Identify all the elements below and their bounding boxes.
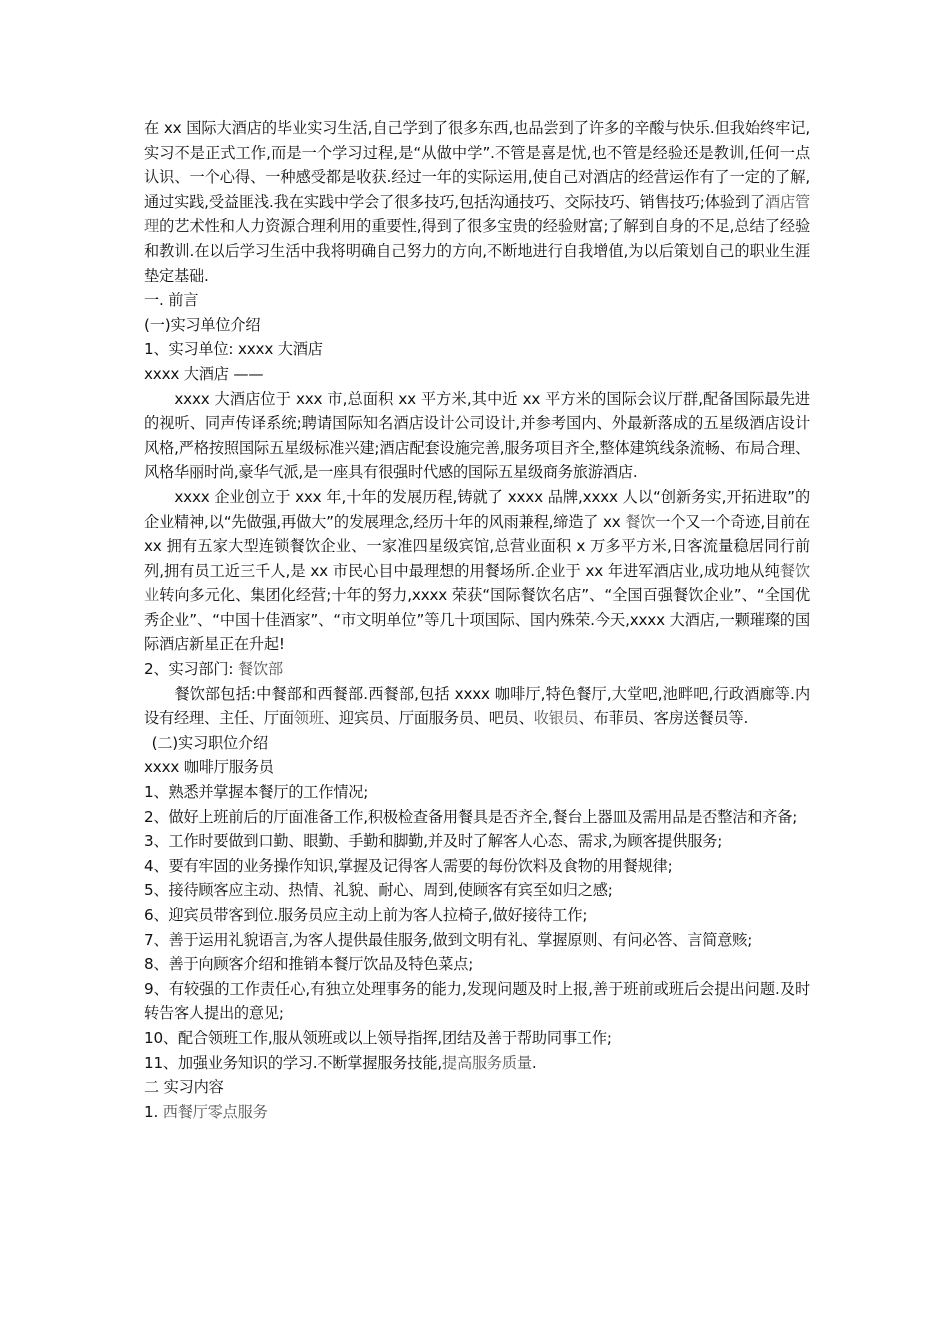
intro-paragraph: 在 xx 国际大酒店的毕业实习生活,自己学到了很多东西,也品尝到了许多的辛酸与快乐.但我始终牢记,实习不是正式工作,而是一个学习过程,是“从做中学”.不管是喜是忧,也不管是经验还是教训,任何一点认识、一个心得、一种感受都是收获.经过一年的实际运用,使自己对酒店的经营运作有了一定的了解,通过实践,受益匪浅.我在实践中学会了很多技巧,包括沟通技巧、交际技巧、销售技巧;体验到了酒店管理的艺术性和人力资源合理利用的重要性,得到了很多宝贵的经验财富;了解到自身的不足,总结了经验和教训.在以后学习生活中我将明确自己努力的方向,不断地进行自我增值,为以后策划自己的职业生涯垫定基础. bbox=[144, 119, 810, 285]
duty-item: 3、工作时要做到口勤、眼勤、手勤和脚勤,并及时了解客人心态、需求,为顾客提供服务; bbox=[144, 832, 723, 851]
captain-link[interactable]: 领班 bbox=[293, 709, 324, 728]
dept-paragraph: 餐饮部包括:中餐部和西餐部.西餐部,包括 xxxx 咖啡厅,特色餐厅,大堂吧,池畔吧,行政酒廊等.内设有经理、主任、厅面领班、迎宾员、厅面服务员、吧员、收银员、布菲员、客房送餐员等. bbox=[144, 684, 810, 728]
duty-item: 8、善于向顾客介绍和推销本餐厅饮品及特色菜点; bbox=[144, 955, 474, 974]
duty-item: 11、加强业务知识的学习.不断掌握服务技能,提高服务质量. bbox=[144, 1053, 537, 1072]
duty-item: 9、有较强的工作责任心,有独立处理事务的能力,发现问题及时上报,善于班前或班后会提出问题.及时转告客人提出的意见; bbox=[144, 979, 810, 1023]
company-paragraph: xxxx 企业创立于 xxx 年,十年的发展历程,铸就了 xxxx 品牌,xxxx 人以“创新务实,开拓进取”的企业精神,以“先做强,再做大”的发展理念,经历十年的风雨兼程,缔造了 xx 餐饮一个又一个奇迹,目前在 xx 拥有五家大型连锁餐饮企业、一家准四星级宾馆,总营业面积 x 万多平方米,日客流量稳居同行前列,拥有员工近三千人,是 xx 市民心目中最理想的用餐场所.企业于 xx 年进军酒店业,成功地从纯餐饮业转向多元化、集团化经营;十年的努力,xxxx 荣获“国际餐饮名店”、“全国百强餐饮企业”、“全国优秀企业”、“中国十佳酒家”、“市文明单位”等几十项国际、国内殊荣.今天,xxxx 大酒店,一颗璀璨的国际酒店新星正在升起! bbox=[144, 487, 810, 654]
hotel-management-link[interactable]: 酒店管理 bbox=[144, 192, 810, 236]
duty-item: 2、做好上班前后的厅面准备工作,积极检查备用餐具是否齐全,餐台上器皿及需用品是否整洁和齐备; bbox=[144, 807, 798, 826]
content-heading: 二 实习内容 bbox=[144, 1078, 224, 1097]
service-quality-link[interactable]: 提高服务质量 bbox=[441, 1053, 532, 1072]
unit-line: 1、实习单位: xxxx 大酒店 bbox=[144, 340, 323, 359]
content-item: 1. 西餐厅零点服务 bbox=[144, 1102, 268, 1121]
document-page bbox=[144, 116, 810, 1124]
position-title: xxxx 咖啡厅服务员 bbox=[144, 758, 274, 777]
duty-item: 6、迎宾员带客到位.服务员应主动上前为客人拉椅子,做好接待工作; bbox=[144, 906, 588, 924]
unit-intro-heading: (一)实习单位介绍 bbox=[144, 315, 261, 334]
catering-industry-link[interactable]: 餐饮业 bbox=[144, 561, 810, 605]
cashier-link[interactable]: 收银员 bbox=[533, 709, 579, 728]
hotel-description: xxxx 大酒店位于 xxx 市,总面积 xx 平方米,其中近 xx 平方米的国际会议厅群,配备国际最先进的视听、同声传译系统;聘请国际知名酒店设计公司设计,并参考国内、外最新落成的五星级酒店设计风格,严格按照国际五星级标准兴建;酒店配套设施完善,服务项目齐全,整体建筑线条流畅、布局合理、风格华丽时尚,豪华气派,是一座具有很强时代感的国际五星级商务旅游酒店. bbox=[144, 389, 810, 482]
duty-item: 4、要有牢固的业务操作知识,掌握及记得客人需要的每份饮料及食物的用餐规律; bbox=[144, 856, 673, 875]
hotel-heading: xxxx 大酒店 —— bbox=[144, 364, 264, 383]
duty-item: 5、接待顾客应主动、热情、礼貌、耐心、周到,使顾客有宾至如归之感; bbox=[144, 881, 613, 900]
dept-line: 2、实习部门: 餐饮部 bbox=[144, 660, 283, 679]
position-intro-heading: (二)实习职位介绍 bbox=[151, 733, 268, 752]
duty-item: 10、配合领班工作,服从领班或以上领导指挥,团结及善于帮助同事工作; bbox=[144, 1028, 612, 1047]
catering-link[interactable]: 餐饮 bbox=[625, 512, 656, 531]
western-restaurant-link[interactable]: 西餐厅零点服务 bbox=[162, 1102, 268, 1121]
duty-item: 1、熟悉并掌握本餐厅的工作情况; bbox=[144, 783, 369, 802]
duty-item: 7、善于运用礼貌语言,为客人提供最佳服务,做到文明有礼、掌握原则、有问必答、言简意赅; bbox=[144, 930, 753, 949]
catering-dept-link[interactable]: 餐饮部 bbox=[237, 660, 283, 679]
preface-heading: 一. 前言 bbox=[144, 291, 199, 310]
